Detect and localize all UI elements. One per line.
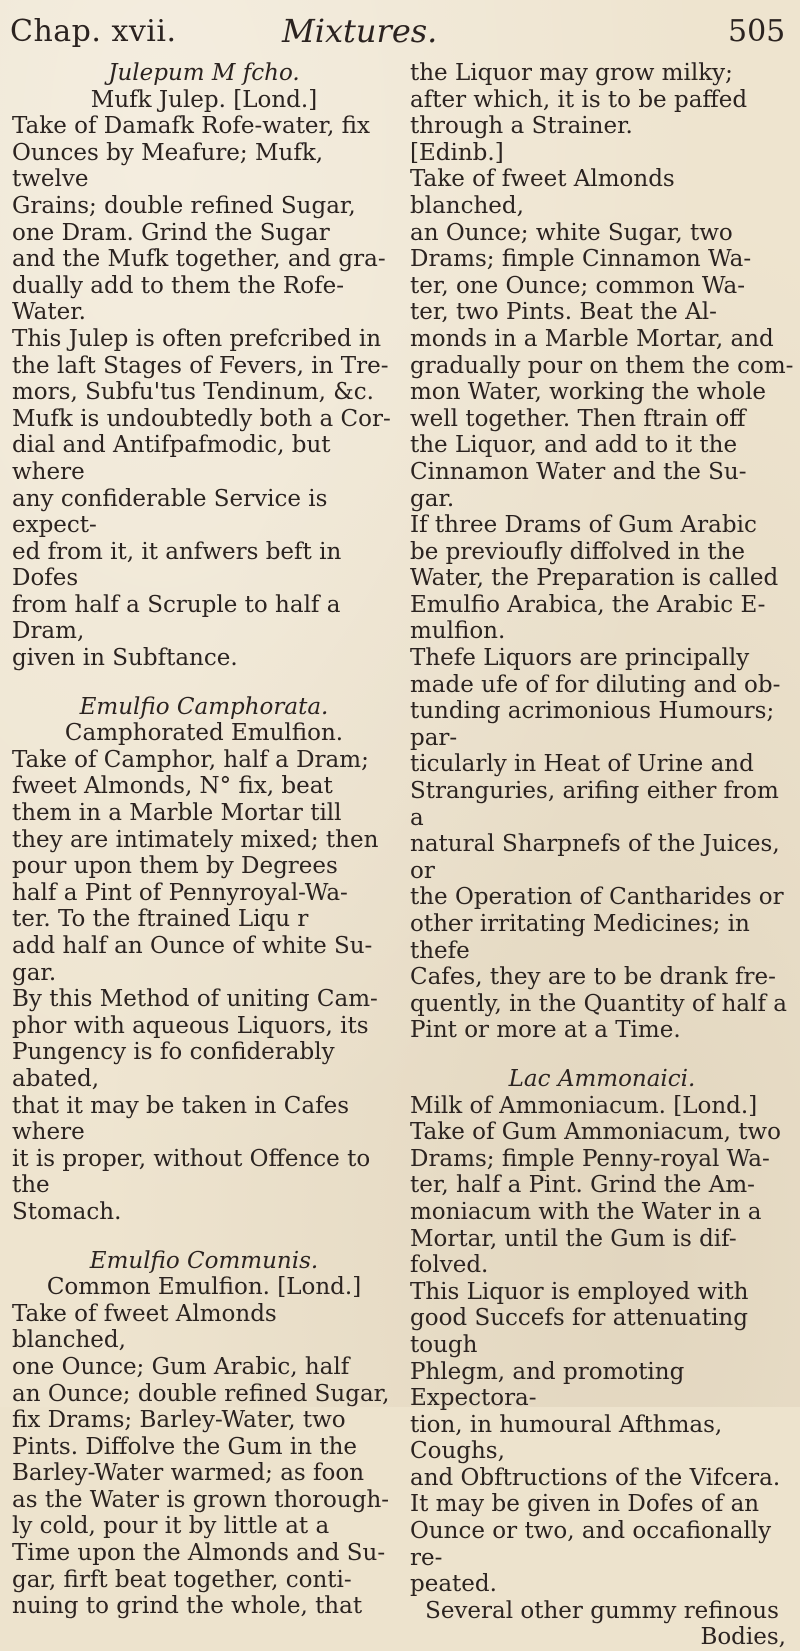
arabic-note: If three Drams of Gum Arabic be previoufly diffolved in the Water, the Preparation is called Emulfio Arabica, the Arabic E- mulfion. [410,512,779,645]
arabic-recipe: Take of fweet Almonds blanched, an Ounce; white Sugar, two Drams; fimple Cinnamon Wa- ter, one Ounce; common Wa- ter, two Pints. Beat the Al- monds in a Marble Mortar, and gradually pour on them the com- mon Water, working the whole well together. Then ftrain off the Liquor, and add to it the Cinnamon Water and the Su- gar. [410,166,794,512]
julep-note: This Julep is often prefcribed in the laft Stages of Fevers, in Tre- mors, Subfu'tus Tendinum, &c. Mufk is undoubtedly both a Cor- dial and Antifpafmodic, but where any confiderable Service is expect- ed from it, it anfwers beft in Dofes from half a Scruple to half a Dram, given in Subftance. [12,325,391,672]
left-column [12,60,396,1620]
catchword: Bodies, [700,1624,786,1651]
liquors-note: Thefe Liquors are principally made ufe of for diluting and ob- tunding acrimonious Humours; par- ticularly in Heat of Urine and Stranguries, arifing either from a natural Sharpnefs of the Juices, or the Operation of Cantharides or other irritating Medicines; in thefe Cafes, they are to be drank fre- quently, in the Quantity of half a Pint or more at a Time. [410,645,788,1044]
common-recipe: Take of fweet Almonds blanched, one Ounce; Gum Arabic, half an Ounce; double refined Sugar, fix Drams; Barley-Water, two Pints. Diffolve the Gum in the Barley-Water warmed; as foon as the Water is grown thorough- ly cold, pour it by little at a Time upon the Almonds and Su- gar, firft beat together, conti- nuing to grind the whole, that [12,1300,390,1620]
last-line: Several other gummy refinous [425,1597,779,1624]
common-heading-english: Common Emulfion. [Lond.] [46,1274,362,1301]
camphor-heading-latin: Emulfio Camphorata. [79,693,329,720]
julep-recipe: Take of Damafk Rofe-water, fix Ounces by Meafure; Mufk, twelve Grains; double refined Sugar, one Dram. Grind the Sugar and the Mufk together, and gra- dually add to them the Rofe- Water. [12,113,386,326]
right-column [410,60,794,1651]
lac-heading-english: Milk of Ammoniacum. [Lond.] [410,1092,758,1119]
camphor-recipe: Take of Camphor, half a Dram; fweet Almonds, N° fix, beat them in a Marble Mortar till they are intimately mixed; then pour upon them by Degrees half a Pint of Pennyroyal-Wa- ter. To the ftrained Liqu r add half an Ounce of white Su- gar. [12,746,379,986]
running-title: Mixtures. [282,12,438,50]
julep-heading-latin: Julepum M fcho. [108,60,300,86]
lac-note: This Liquor is employed with good Succefs for attenuating tough Phlegm, and promoting Expectora- tion, in humoural Afthmas, Coughs, and Obftructions of the Vifcera. It may be given in Dofes of an Ounce or two, and occafionally re- peated. [410,1278,781,1598]
lac-recipe: Take of Gum Ammoniacum, two Drams; fimple Penny-royal Wa- ter, half a Pint. Grind the Am- moniacum with the Water in a Mortar, until the Gum is dif- folved. [410,1119,781,1279]
running-head [0,6,800,58]
camphor-note: By this Method of uniting Cam- phor with aqueous Liquors, its Pungency is fo confiderably abated, that it may be taken in Cafes where it is proper, without Offence to the Stomach. [12,986,378,1225]
chapter-heading: Chap. xvii. [10,14,177,49]
julep-heading-english: Mufk Julep. [Lond.] [90,86,318,113]
common-heading-latin: Emulfio Communis. [89,1247,319,1274]
page-number: 505 [728,14,786,49]
lac-heading-latin: Lac Ammonaici. [508,1065,696,1092]
camphor-heading-english: Camphorated Emulfion. [64,720,344,747]
continued-recipe: the Liquor may grow milky; after which, it is to be paffed through a Strainer. [Edinb.] [410,60,748,166]
